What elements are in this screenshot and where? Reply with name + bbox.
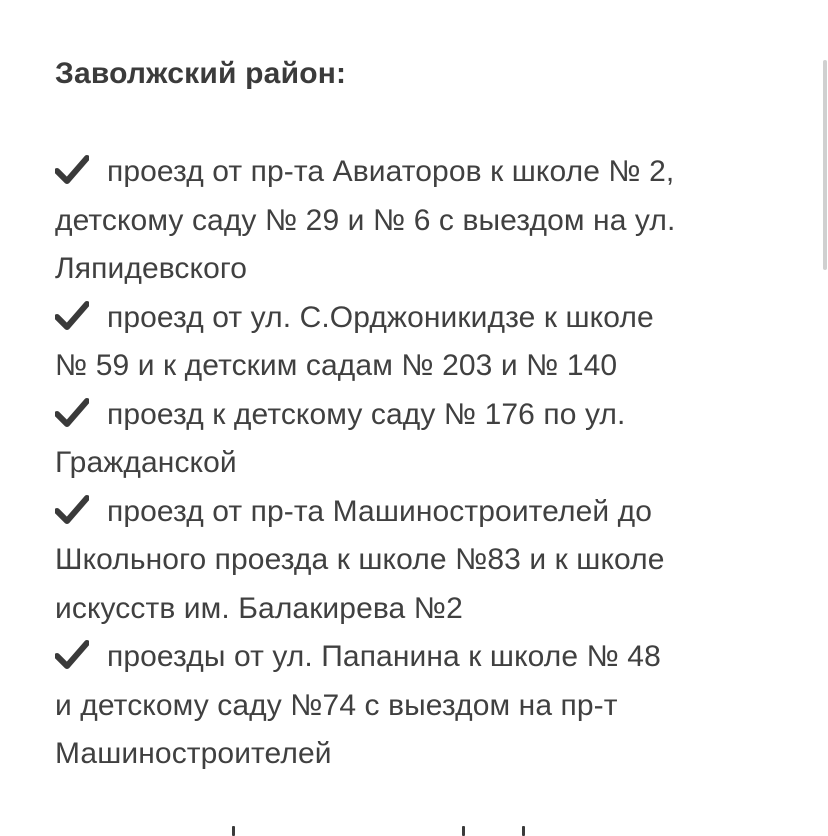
list-item-line: Гражданской	[55, 446, 237, 479]
list-item-text: проезд к детскому саду № 176 по ул.	[107, 397, 626, 431]
list-item-line: Машиностроителей	[55, 737, 332, 770]
list	[55, 148, 790, 779]
scrollbar-thumb[interactable]	[823, 60, 827, 270]
list-item-first-line	[55, 294, 790, 343]
check-mark-icon	[55, 495, 89, 525]
list-item-line: Школьного проезда к школе №83 и к школе	[55, 543, 665, 576]
check-mark-icon	[55, 640, 89, 670]
list-item-first-line	[55, 148, 790, 197]
list-item-line: искусств им. Балакирева №2	[55, 591, 463, 625]
list-item-line: Ляпидевского	[55, 252, 248, 285]
list-item-line: и детскому саду №74 с выездом на пр-т	[55, 688, 618, 722]
list-item-text: проезды от ул. Папанина к школе № 48	[107, 640, 661, 673]
list-item-first-line	[55, 633, 790, 682]
check-mark-icon	[55, 398, 89, 428]
list-item-text: проезд от ул. С.Орджоникидзе к школе	[107, 300, 654, 334]
check-mark-icon	[55, 301, 89, 331]
section-heading: Заволжский район:	[55, 57, 347, 90]
check-mark-icon	[55, 155, 89, 185]
list-item-text: проезд от пр-та Машиностроителей до	[107, 494, 653, 528]
vertical-scrollbar[interactable]	[822, 0, 828, 836]
list-item-first-line	[55, 488, 790, 537]
list-item-text: проезд от пр-та Авиаторов к школе № 2,	[107, 155, 675, 188]
list-item-line: детскому саду № 29 и № 6 с выездом на ул.	[55, 203, 676, 237]
list-item-first-line	[55, 391, 790, 440]
list-item-line: № 59 и к детским садам № 203 и № 140	[55, 349, 618, 382]
cut-off-next-line	[0, 826, 828, 836]
